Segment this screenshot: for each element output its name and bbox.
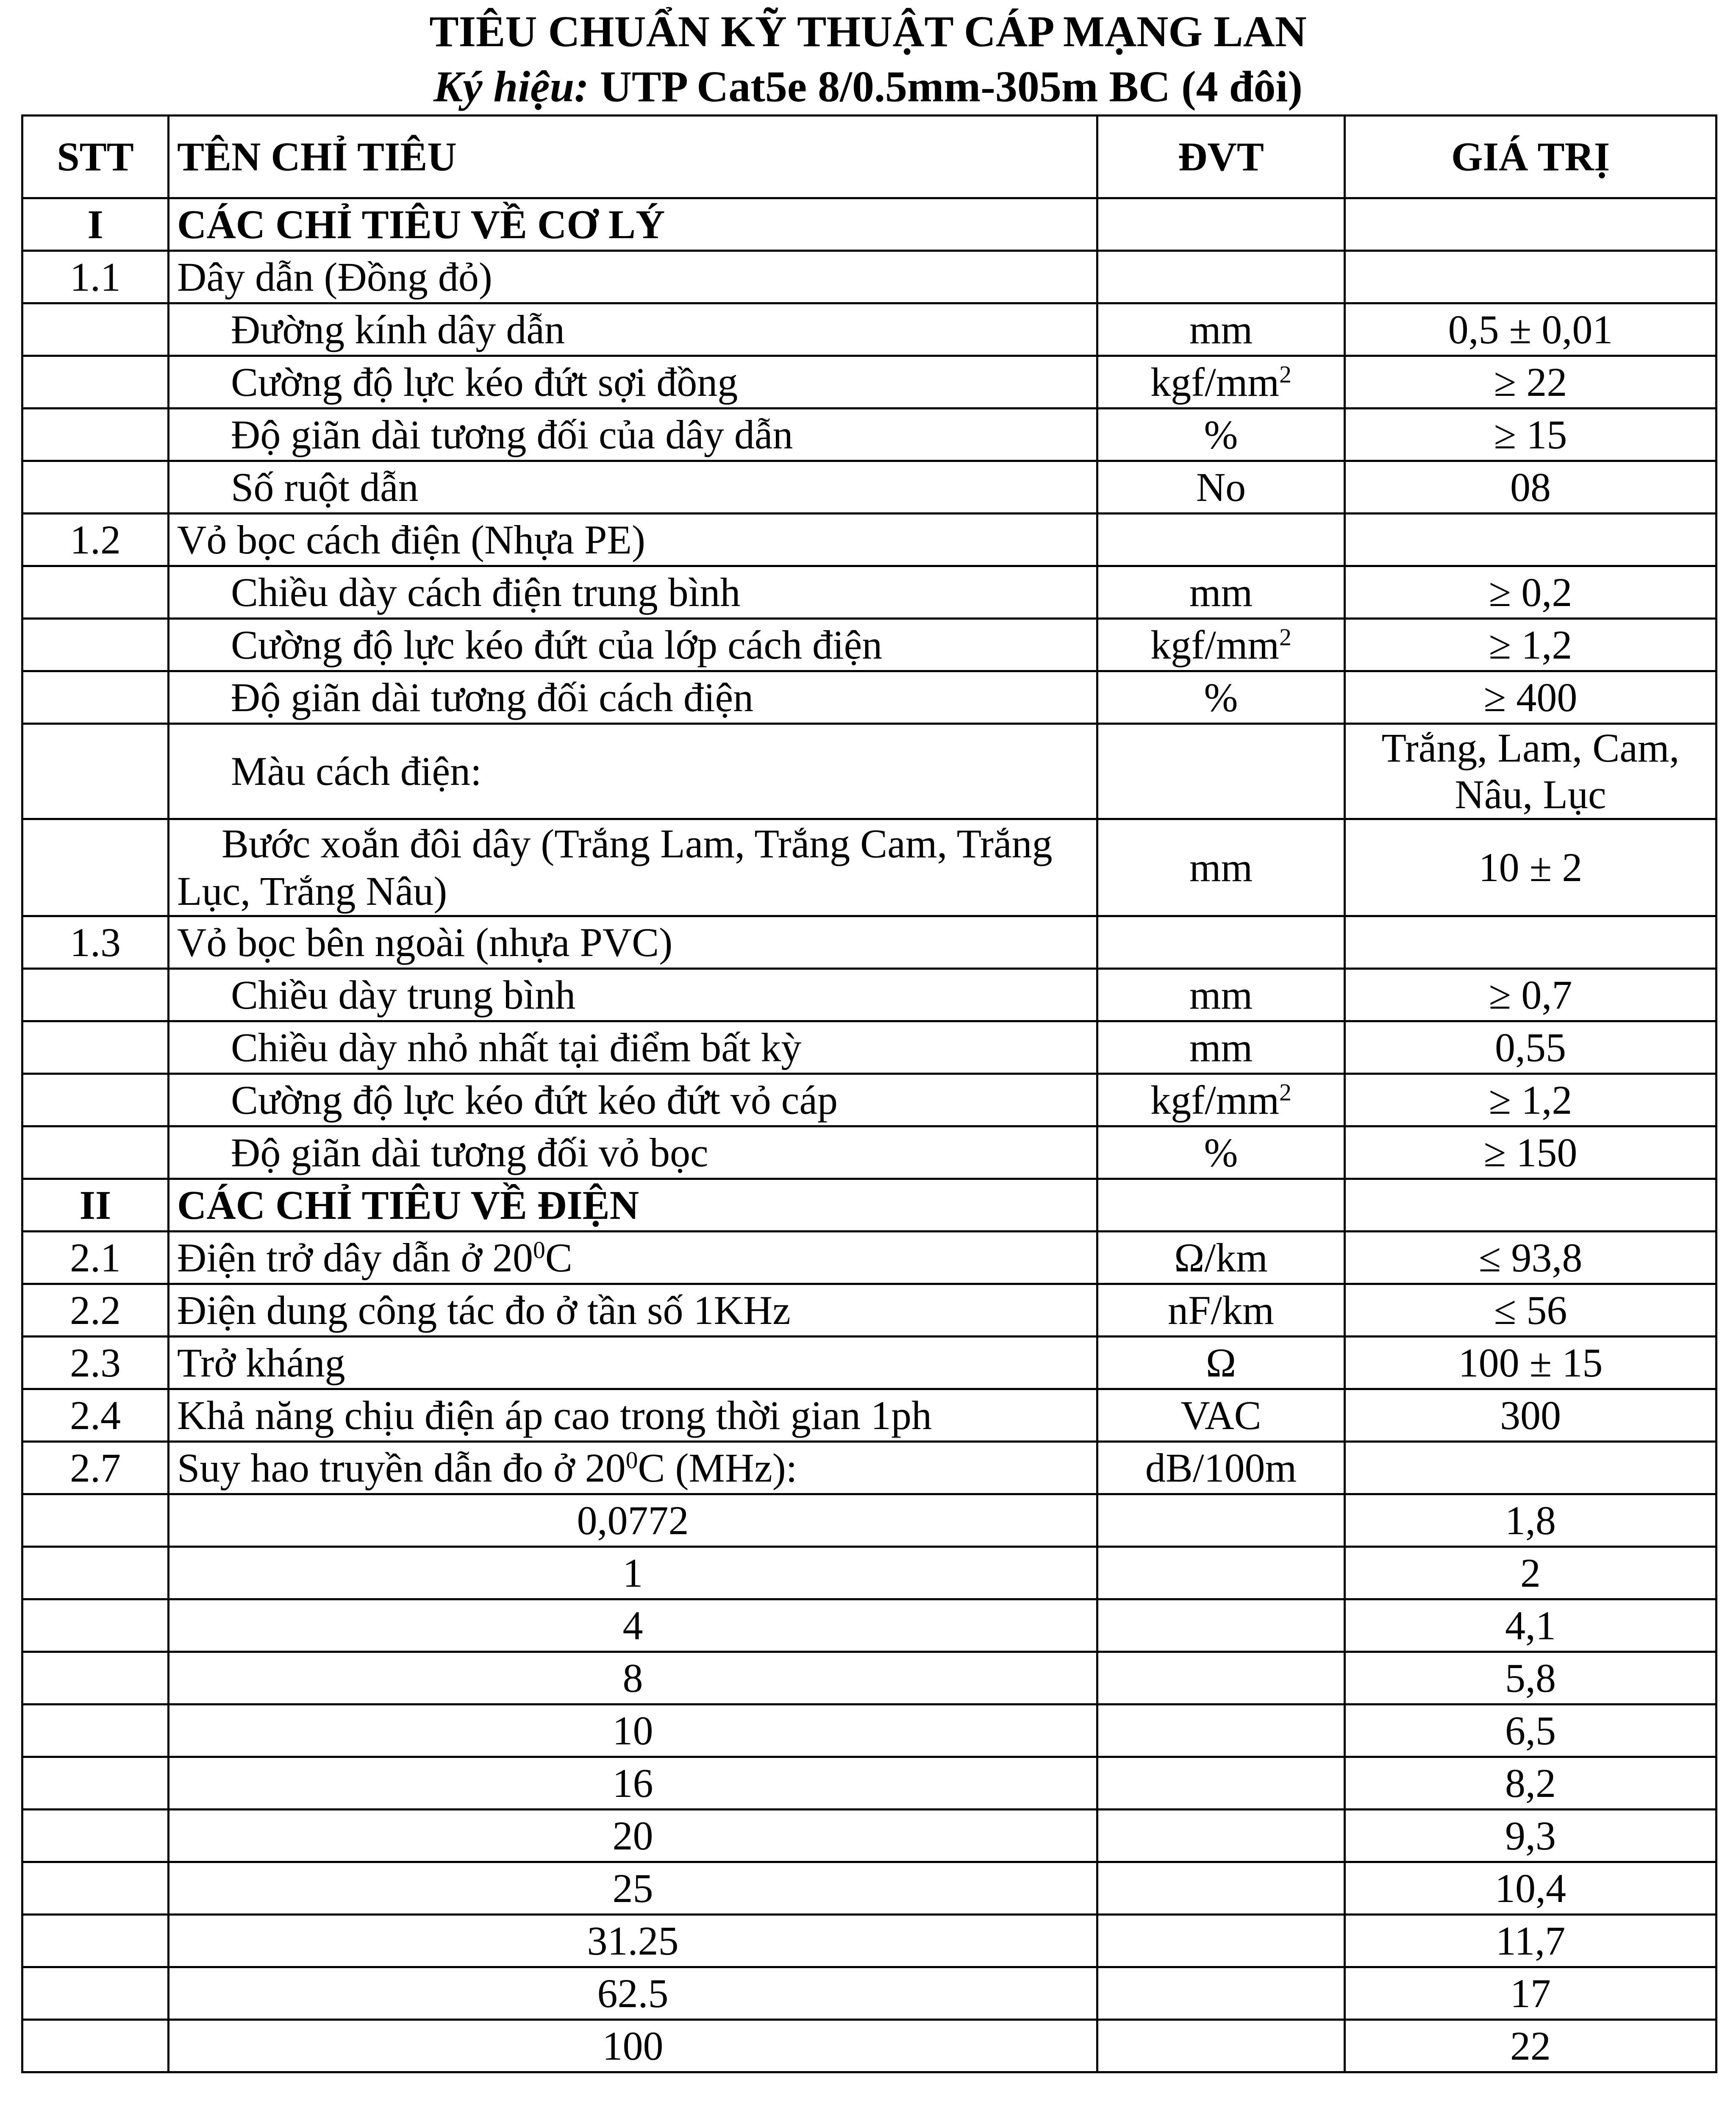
- cell-value: ≥ 400: [1345, 671, 1717, 724]
- cell-value: 22: [1345, 2020, 1717, 2072]
- header-stt: STT: [22, 116, 169, 198]
- cell-name: Cường độ lực kéo đứt kéo đứt vỏ cáp: [169, 1074, 1097, 1126]
- cell-name: 62.5: [169, 1967, 1097, 2020]
- cell-stt: [22, 461, 169, 514]
- cell-stt: [22, 724, 169, 819]
- cell-stt: 2.7: [22, 1442, 169, 1494]
- cell-name: CÁC CHỈ TIÊU VỀ ĐIỆN: [169, 1179, 1097, 1232]
- header-unit: ĐVT: [1097, 116, 1345, 198]
- table-header-row: [22, 116, 1717, 198]
- cell-unit: mm: [1097, 819, 1345, 916]
- cell-unit: [1097, 1494, 1345, 1547]
- table-row: [22, 1232, 1717, 1284]
- table-row: [22, 356, 1717, 409]
- table-body: [22, 198, 1717, 2072]
- cell-name-text: Điện trở dây dẫn ở 20: [177, 1235, 533, 1280]
- cell-name: Đường kính dây dẫn: [169, 303, 1097, 356]
- cell-name: Vỏ bọc cách điện (Nhựa PE): [169, 514, 1097, 566]
- cell-stt: I: [22, 198, 169, 251]
- cell-name: Khả năng chịu điện áp cao trong thời gian 1ph: [169, 1389, 1097, 1442]
- cell-stt: 1.1: [22, 251, 169, 303]
- cell-name: [169, 1442, 1097, 1494]
- cell-unit: [1097, 1705, 1345, 1757]
- cell-name-text: Suy hao truyền dẫn đo ở 20: [177, 1445, 626, 1491]
- cell-stt: [22, 2020, 169, 2072]
- cell-name: 100: [169, 2020, 1097, 2072]
- table-row: [22, 724, 1717, 819]
- cell-unit: nF/km: [1097, 1284, 1345, 1337]
- cell-name-suffix: C: [545, 1235, 572, 1280]
- cell-value: ≤ 93,8: [1345, 1232, 1717, 1284]
- cell-unit: [1097, 1547, 1345, 1599]
- cell-value: ≥ 0,7: [1345, 969, 1717, 1021]
- cell-value: 2: [1345, 1547, 1717, 1599]
- cell-stt: [22, 1652, 169, 1705]
- cell-unit: mm: [1097, 969, 1345, 1021]
- cell-name: Độ giãn dài tương đối vỏ bọc: [169, 1126, 1097, 1179]
- cell-stt: [22, 1126, 169, 1179]
- table-row: [22, 969, 1717, 1021]
- cell-name: Trở kháng: [169, 1337, 1097, 1389]
- table-row: [22, 1126, 1717, 1179]
- cell-name-suffix: C (MHz):: [638, 1445, 797, 1491]
- cell-value: ≤ 56: [1345, 1284, 1717, 1337]
- cell-unit-text: kgf/mm: [1150, 1077, 1280, 1123]
- cell-unit: [1097, 1915, 1345, 1967]
- cell-unit: %: [1097, 409, 1345, 461]
- cell-stt: 2.4: [22, 1389, 169, 1442]
- cell-value: ≥ 22: [1345, 356, 1717, 409]
- cell-stt: [22, 1547, 169, 1599]
- cell-name: 4: [169, 1599, 1097, 1652]
- cell-stt: [22, 1757, 169, 1810]
- table-row: [22, 1284, 1717, 1337]
- table-row: [22, 1599, 1717, 1652]
- cell-stt: [22, 1494, 169, 1547]
- cell-unit: [1097, 356, 1345, 409]
- cell-name: 16: [169, 1757, 1097, 1810]
- cell-value: 17: [1345, 1967, 1717, 2020]
- cell-stt: [22, 819, 169, 916]
- cell-unit: [1097, 198, 1345, 251]
- cell-unit: [1097, 251, 1345, 303]
- table-row: [22, 1757, 1717, 1810]
- cell-unit-text: kgf/mm: [1150, 359, 1280, 405]
- cell-stt: 2.1: [22, 1232, 169, 1284]
- cell-stt: [22, 1705, 169, 1757]
- cell-name: [169, 1232, 1097, 1284]
- cell-unit: Ω/km: [1097, 1232, 1345, 1284]
- cell-name: Chiều dày cách điện trung bình: [169, 566, 1097, 619]
- cell-value: [1345, 514, 1717, 566]
- cell-name: Độ giãn dài tương đối cách điện: [169, 671, 1097, 724]
- cell-stt: [22, 303, 169, 356]
- cell-value: [1345, 251, 1717, 303]
- cell-name: Màu cách điện:: [169, 724, 1097, 819]
- cell-stt: [22, 1021, 169, 1074]
- table-row: [22, 409, 1717, 461]
- table-row: [22, 514, 1717, 566]
- cell-name: 1: [169, 1547, 1097, 1599]
- table-row: [22, 1862, 1717, 1915]
- cell-name: Dây dẫn (Đồng đỏ): [169, 251, 1097, 303]
- table-row: [22, 1547, 1717, 1599]
- table-row: [22, 1442, 1717, 1494]
- cell-name: Vỏ bọc bên ngoài (nhựa PVC): [169, 916, 1097, 969]
- table-row: [22, 1494, 1717, 1547]
- cell-value: 0,5 ± 0,01: [1345, 303, 1717, 356]
- subtitle-label: Ký hiệu:: [433, 62, 589, 111]
- cell-unit: [1097, 514, 1345, 566]
- cell-unit-superscript: 2: [1279, 1079, 1292, 1106]
- cell-value: [1345, 198, 1717, 251]
- cell-unit: %: [1097, 1126, 1345, 1179]
- cell-value: 11,7: [1345, 1915, 1717, 1967]
- cell-unit: [1097, 1757, 1345, 1810]
- cell-unit: [1097, 1074, 1345, 1126]
- cell-unit: [1097, 916, 1345, 969]
- cell-value: ≥ 0,2: [1345, 566, 1717, 619]
- cell-unit: [1097, 1967, 1345, 2020]
- cell-unit: [1097, 724, 1345, 819]
- cell-stt: 1.3: [22, 916, 169, 969]
- cell-value: 10,4: [1345, 1862, 1717, 1915]
- cell-name-superscript: 0: [625, 1446, 638, 1474]
- cell-unit: [1097, 1862, 1345, 1915]
- cell-value: 10 ± 2: [1345, 819, 1717, 916]
- table-row: [22, 1021, 1717, 1074]
- cell-value: 100 ± 15: [1345, 1337, 1717, 1389]
- cell-unit: mm: [1097, 303, 1345, 356]
- cell-unit: mm: [1097, 566, 1345, 619]
- cell-value: Trắng, Lam, Cam, Nâu, Lục: [1345, 724, 1717, 819]
- cell-unit: [1097, 1179, 1345, 1232]
- subtitle-value: UTP Cat5e 8/0.5mm-305m BC (4 đôi): [589, 62, 1303, 111]
- cell-name: 0,0772: [169, 1494, 1097, 1547]
- cell-name: 25: [169, 1862, 1097, 1915]
- cell-value: 08: [1345, 461, 1717, 514]
- cell-name: CÁC CHỈ TIÊU VỀ CƠ LÝ: [169, 198, 1097, 251]
- cell-name: Bước xoắn đôi dây (Trắng Lam, Trắng Cam, Trắng Lục, Trắng Nâu): [169, 819, 1097, 916]
- cell-value: 1,8: [1345, 1494, 1717, 1547]
- cell-name: 10: [169, 1705, 1097, 1757]
- cell-value: 5,8: [1345, 1652, 1717, 1705]
- cell-value: ≥ 1,2: [1345, 1074, 1717, 1126]
- cell-name: Cường độ lực kéo đứt sợi đồng: [169, 356, 1097, 409]
- cell-value: 300: [1345, 1389, 1717, 1442]
- cell-unit: [1097, 619, 1345, 671]
- cell-value: 4,1: [1345, 1599, 1717, 1652]
- cell-stt: [22, 1074, 169, 1126]
- cell-unit: Ω: [1097, 1337, 1345, 1389]
- cell-unit: VAC: [1097, 1389, 1345, 1442]
- cell-stt: II: [22, 1179, 169, 1232]
- table-row: [22, 1967, 1717, 2020]
- header-value: GIÁ TRỊ: [1345, 116, 1717, 198]
- spec-table: [21, 114, 1717, 2073]
- cell-unit-superscript: 2: [1279, 361, 1292, 388]
- cell-value: [1345, 1442, 1717, 1494]
- table-row: [22, 1915, 1717, 1967]
- cell-unit: %: [1097, 671, 1345, 724]
- cell-name: Chiều dày nhỏ nhất tại điểm bất kỳ: [169, 1021, 1097, 1074]
- document-subtitle: [0, 59, 1736, 114]
- header-name: TÊN CHỈ TIÊU: [169, 116, 1097, 198]
- cell-stt: [22, 1967, 169, 2020]
- cell-stt: [22, 1915, 169, 1967]
- table-row: [22, 819, 1717, 916]
- table-row: [22, 1074, 1717, 1126]
- cell-value: 8,2: [1345, 1757, 1717, 1810]
- cell-value: [1345, 1179, 1717, 1232]
- cell-stt: [22, 356, 169, 409]
- cell-value: [1345, 916, 1717, 969]
- cell-unit: [1097, 2020, 1345, 2072]
- table-row: [22, 1810, 1717, 1862]
- table-row: [22, 2020, 1717, 2072]
- table-row: [22, 303, 1717, 356]
- cell-value: 9,3: [1345, 1810, 1717, 1862]
- cell-unit: No: [1097, 461, 1345, 514]
- table-row: [22, 1705, 1717, 1757]
- cell-unit: mm: [1097, 1021, 1345, 1074]
- table-row: [22, 251, 1717, 303]
- cell-unit: [1097, 1810, 1345, 1862]
- cell-stt: [22, 1599, 169, 1652]
- cell-value: ≥ 150: [1345, 1126, 1717, 1179]
- table-row: [22, 461, 1717, 514]
- cell-stt: [22, 671, 169, 724]
- cell-value: 0,55: [1345, 1021, 1717, 1074]
- cell-stt: [22, 409, 169, 461]
- table-row: [22, 1179, 1717, 1232]
- cell-name: 8: [169, 1652, 1097, 1705]
- cell-name: 31.25: [169, 1915, 1097, 1967]
- cell-name: 20: [169, 1810, 1097, 1862]
- cell-value: ≥ 1,2: [1345, 619, 1717, 671]
- cell-unit: [1097, 1652, 1345, 1705]
- cell-name: Độ giãn dài tương đối của dây dẫn: [169, 409, 1097, 461]
- document-title: TIÊU CHUẨN KỸ THUẬT CÁP MẠNG LAN: [429, 7, 1307, 56]
- cell-stt: 2.2: [22, 1284, 169, 1337]
- table-row: [22, 1652, 1717, 1705]
- cell-name: Điện dung công tác đo ở tần số 1KHz: [169, 1284, 1097, 1337]
- table-row: [22, 1337, 1717, 1389]
- cell-name: Cường độ lực kéo đứt của lớp cách điện: [169, 619, 1097, 671]
- table-row: [22, 198, 1717, 251]
- cell-unit-superscript: 2: [1279, 623, 1292, 651]
- cell-name: Số ruột dẫn: [169, 461, 1097, 514]
- cell-value: 6,5: [1345, 1705, 1717, 1757]
- cell-value: ≥ 15: [1345, 409, 1717, 461]
- table-row: [22, 916, 1717, 969]
- table-row: [22, 619, 1717, 671]
- cell-stt: 2.3: [22, 1337, 169, 1389]
- cell-stt: 1.2: [22, 514, 169, 566]
- cell-name-superscript: 0: [533, 1236, 545, 1263]
- cell-stt: [22, 1810, 169, 1862]
- table-row: [22, 671, 1717, 724]
- cell-name: Chiều dày trung bình: [169, 969, 1097, 1021]
- cell-stt: [22, 1862, 169, 1915]
- cell-unit: dB/100m: [1097, 1442, 1345, 1494]
- cell-stt: [22, 619, 169, 671]
- cell-stt: [22, 566, 169, 619]
- cell-stt: [22, 969, 169, 1021]
- cell-unit: [1097, 1599, 1345, 1652]
- cell-unit-text: kgf/mm: [1150, 622, 1280, 667]
- table-row: [22, 566, 1717, 619]
- table-row: [22, 1389, 1717, 1442]
